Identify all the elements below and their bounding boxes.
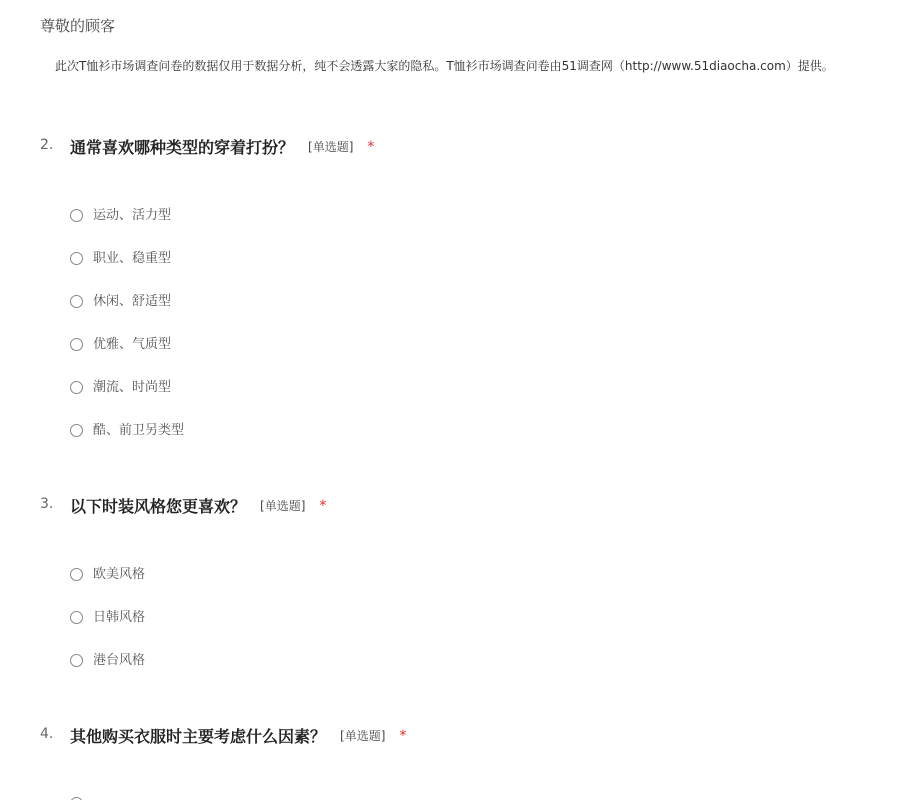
question-type-label: [单选题] xyxy=(340,729,386,743)
option-label[interactable]: 酷、前卫另类型 xyxy=(93,423,185,438)
question-title xyxy=(70,724,406,747)
option-label[interactable]: 运动、活力型 xyxy=(93,208,172,223)
question-number: 2. xyxy=(40,137,54,153)
question-4 xyxy=(40,724,880,748)
radio-button[interactable] xyxy=(70,295,83,308)
question-number: 3. xyxy=(40,496,54,512)
question-title xyxy=(70,135,374,158)
radio-button[interactable] xyxy=(70,381,83,394)
option-label[interactable]: 潮流、时尚型 xyxy=(93,380,172,395)
question-title-text: 通常喜欢哪种类型的穿着打扮？ xyxy=(70,138,295,157)
question-header xyxy=(40,494,880,518)
question-3 xyxy=(40,494,880,668)
question-type-label: [单选题] xyxy=(308,140,354,154)
question-header xyxy=(40,135,880,159)
question-title-text: 其他购买衣服时主要考虑什么因素？ xyxy=(70,727,327,746)
option-label[interactable]: 日韩风格 xyxy=(93,610,146,625)
option-label[interactable]: 欧美风格 xyxy=(93,567,146,582)
radio-button[interactable] xyxy=(70,338,83,351)
question-title xyxy=(70,494,326,517)
radio-button[interactable] xyxy=(70,252,83,265)
option-label[interactable]: 优雅、气质型 xyxy=(93,337,172,352)
radio-button[interactable] xyxy=(70,654,83,667)
question-title-text: 以下时装风格您更喜欢？ xyxy=(70,497,247,516)
required-marker: * xyxy=(319,497,327,514)
required-marker: * xyxy=(367,138,375,155)
option-label[interactable]: 港台风格 xyxy=(93,653,146,668)
intro-text: 此次T恤衫市场调查问卷的数据仅用于数据分析，纯不会透露大家的隐私。T恤衫市场调查问卷由51调查网（http://www.51diaocha.com）提供。 xyxy=(55,59,834,73)
radio-button[interactable] xyxy=(70,611,83,624)
option-label[interactable]: 职业、稳重型 xyxy=(93,251,172,266)
radio-button[interactable] xyxy=(70,568,83,581)
required-marker: * xyxy=(399,727,407,744)
question-type-label: [单选题] xyxy=(260,499,306,513)
greeting-text: 尊敬的顾客 xyxy=(40,17,116,35)
radio-button[interactable] xyxy=(70,424,83,437)
option-label[interactable]: 休闲、舒适型 xyxy=(93,294,172,309)
question-header xyxy=(40,724,880,748)
question-number: 4. xyxy=(40,726,54,742)
question-2 xyxy=(40,135,880,438)
radio-button[interactable] xyxy=(70,209,83,222)
